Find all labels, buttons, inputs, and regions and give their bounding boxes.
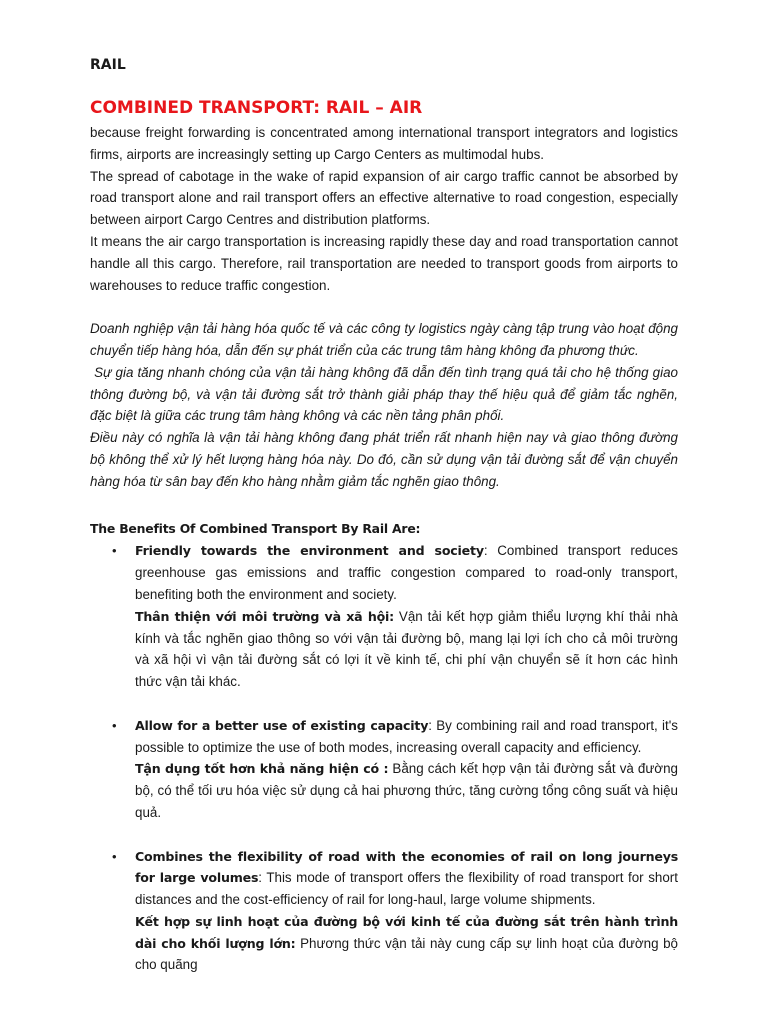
benefit-vietnamese bbox=[135, 758, 678, 823]
benefit-heading-vi: Tận dụng tốt hơn khả năng hiện có : bbox=[135, 761, 389, 777]
english-paragraph-3: It means the air cargo transportation is increasing rapidly these day and road transportation cannot handle all this cargo. Therefore, rail transportation are needed to transport goods from airports to warehouses to reduce traffic congestion. bbox=[90, 233, 678, 293]
vietnamese-paragraph-1: Doanh nghiệp vận tải hàng hóa quốc tế và các công ty logistics ngày càng tập trung vào hoạt động chuyển tiếp hàng hóa, dẫn đến sự phát triển của các trung tâm hàng không đa phương thức. bbox=[90, 321, 678, 358]
benefit-text: : Combined transport reduces greenhouse gas emissions and traffic congestion compared to road-only transport, benefiting both the environment and society. bbox=[135, 543, 678, 602]
paragraph-spacer bbox=[90, 296, 678, 318]
benefit-text: : This mode of transport offers the flexibility of road transport for short distances and the cost-efficiency of rail for long-haul, large volume shipments. bbox=[135, 870, 678, 908]
benefit-text-vi: Vận tải kết hợp giảm thiểu lượng khí thải nhà kính và tắc nghẽn giao thông so với vận tải đường bộ, mang lại lợi ích cho cả môi trường và xã hội vì vận tải đường sắt có lợi ít về kinh tế, chi phí vận chuyển sẽ ít hơn các hình thức vận tải khác. bbox=[135, 608, 678, 690]
bullet-icon: • bbox=[112, 543, 117, 559]
list-item bbox=[90, 715, 678, 824]
english-paragraph-2: The spread of cabotage in the wake of rapid expansion of air cargo traffic cannot be absorbed by road transport alone and rail transport offers an effective alternative to road congestion, especially between airport Cargo Centres and distribution platforms. bbox=[90, 168, 678, 228]
benefit-english bbox=[135, 715, 678, 759]
benefits-list bbox=[90, 540, 678, 976]
benefit-vietnamese bbox=[135, 606, 678, 693]
vietnamese-paragraph-2: Sự gia tăng nhanh chóng của vận tải hàng không đã dẫn đến tình trạng quá tải cho hệ thống giao thông đường bộ, và vận tải đường sắt trở thành giải pháp thay thế hiệu quả để giảm tắc nghẽn, đặc biệt là giữa các trung tâm hàng không và các nền tảng phân phối. bbox=[90, 364, 682, 424]
list-item bbox=[90, 540, 678, 693]
bullet-icon: • bbox=[112, 848, 117, 864]
list-item bbox=[90, 846, 678, 977]
benefit-heading: Allow for a better use of existing capacity bbox=[135, 717, 429, 733]
benefit-text: : By combining rail and road transport, it's possible to optimize the use of both modes, increasing overall capacity and efficiency. bbox=[135, 717, 678, 755]
bullet-icon: • bbox=[112, 717, 117, 733]
heading-combined-transport: COMBINED TRANSPORT: RAIL – AIR bbox=[90, 98, 423, 118]
vietnamese-paragraph-3: Điều này có nghĩa là vận tải hàng không đang phát triển rất nhanh hiện nay và giao thông đường bộ không thể xử lý hết lượng hàng hóa này. Do đó, cần sử dụng vận tải đường sắt để vận chuyển hàng hóa từ sân bay đến kho hàng nhằm giảm tắc nghẽn giao thông. bbox=[90, 430, 678, 489]
english-paragraph-1: because freight forwarding is concentrated among international transport integrators and logistics firms, airports are increasingly setting up Cargo Centers as multimodal hubs. bbox=[90, 125, 678, 162]
benefit-text-vi: Bằng cách kết hợp vận tải đường sắt và đường bộ, có thể tối ưu hóa việc sử dụng cả hai phương thức, tăng cường tổng công suất và hiệu quả. bbox=[135, 761, 678, 820]
benefit-heading-vi: Kết hợp sự linh hoạt của đường bộ với kinh tế của đường sắt trên hành trình dài cho khối lượng lớn: bbox=[135, 913, 678, 951]
benefit-english bbox=[135, 540, 678, 605]
benefits-title: The Benefits Of Combined Transport By Rail Are: bbox=[90, 521, 421, 537]
benefit-heading: Combines the flexibility of road with the economies of rail on long journeys for large volumes bbox=[135, 848, 678, 886]
heading-rail: RAIL bbox=[90, 57, 126, 73]
benefit-english bbox=[135, 846, 678, 911]
paragraph-spacer bbox=[90, 493, 678, 515]
benefit-vietnamese bbox=[135, 911, 678, 976]
benefit-text-vi: Phương thức vận tải này cung cấp sự linh hoạt của đường bộ cho quãng bbox=[135, 935, 679, 973]
benefit-heading: Friendly towards the environment and society bbox=[135, 543, 484, 559]
document-body bbox=[90, 54, 682, 998]
benefit-heading-vi: Thân thiện với môi trường và xã hội: bbox=[135, 608, 394, 624]
